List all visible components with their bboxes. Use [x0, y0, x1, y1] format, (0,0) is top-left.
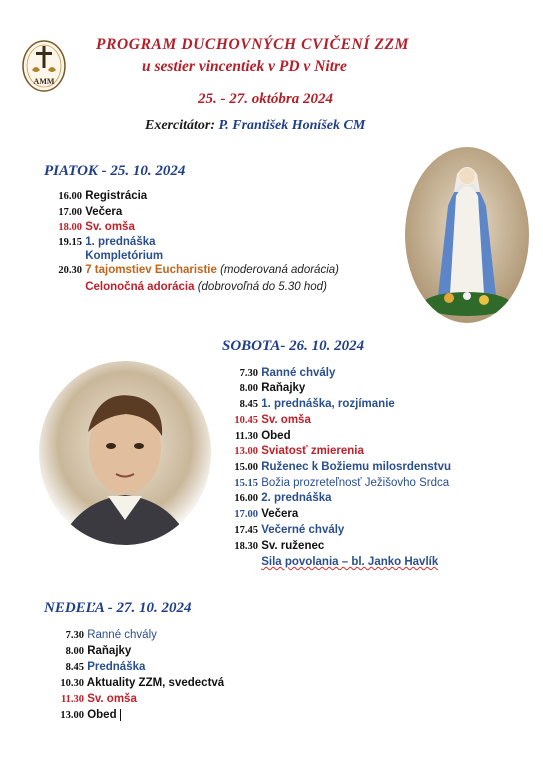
program-title: PROGRAM DUCHOVNÝCH CVIČENÍ ZZM: [96, 36, 409, 53]
time: 13.00: [60, 710, 84, 722]
program-subtitle: u sestier vincentiek v PD v Nitre: [142, 58, 347, 75]
label: Obed: [87, 709, 117, 722]
program-dates: 25. - 27. októbra 2024: [198, 91, 333, 107]
time: 7.30: [65, 630, 84, 641]
time: 7.30: [239, 368, 258, 379]
saturday-item: [218, 414, 311, 426]
time: 11.30: [60, 694, 84, 705]
label: Obed: [261, 430, 291, 442]
janko-havlik-portrait: [38, 360, 212, 546]
time: 10.45: [234, 415, 258, 426]
label: Sv. omša: [261, 414, 311, 426]
friday-item: [40, 190, 147, 202]
label: Sv. ruženec: [261, 540, 325, 552]
label: 2. prednáška: [261, 492, 332, 504]
label: Sv. omša: [87, 693, 137, 705]
time: 10.30: [60, 678, 84, 689]
sunday-item: [44, 645, 131, 657]
time: 13.00: [234, 446, 258, 457]
saturday-item: [218, 477, 449, 489]
sunday-item: [44, 709, 121, 721]
time: 16.00: [58, 191, 82, 202]
sunday-item: [44, 677, 224, 689]
amm-logo: [22, 40, 66, 92]
label: Kompletórium: [85, 250, 164, 262]
label: Ruženec k Božiemu milosrdenstvu: [261, 461, 451, 473]
time: 17.00: [234, 509, 258, 520]
label: Sila povolania – bl. Janko Havlík: [261, 556, 439, 568]
label: Registrácia: [85, 190, 148, 202]
saturday-item: [218, 461, 451, 473]
text-cursor: [120, 709, 121, 721]
exercitator-line: [145, 118, 365, 134]
time: 15.00: [234, 462, 258, 473]
virgin-mary-image: [404, 146, 530, 324]
label: Večera: [261, 508, 299, 520]
time: 16.00: [234, 493, 258, 504]
label: Aktuality ZZM, svedectvá: [86, 677, 225, 689]
label: Ranné chvály: [87, 629, 157, 641]
note: (moderovaná adorácia): [220, 264, 339, 276]
saturday-item: [218, 367, 335, 379]
saturday-item: [218, 398, 395, 410]
sunday-item: [44, 693, 137, 705]
time: 8.00: [239, 383, 258, 394]
label: Večera: [85, 206, 123, 218]
label: Večerné chvály: [261, 524, 345, 536]
label: Božia prozreteľnosť Ježišovho Srdca: [261, 477, 450, 489]
friday-item: [40, 221, 135, 233]
friday-heading: PIATOK - 25. 10. 2024: [44, 163, 186, 179]
time: 8.45: [65, 662, 84, 673]
saturday-item: [218, 508, 298, 520]
time: 18.30: [234, 541, 258, 552]
saturday-item: [218, 524, 344, 536]
sunday-item: [44, 629, 157, 641]
saturday-item: [218, 540, 324, 552]
exercitator-name: P. František Honíšek CM: [218, 118, 366, 133]
exercitator-label: Exercitátor:: [145, 118, 215, 133]
time: 8.00: [65, 646, 84, 657]
sunday-item: [44, 661, 145, 673]
time: 11.30: [234, 431, 258, 442]
time: 19.15: [58, 237, 82, 248]
saturday-heading: SOBOTA- 26. 10. 2024: [222, 338, 365, 354]
saturday-item: [218, 492, 332, 504]
label: Celonočná adorácia: [85, 281, 195, 293]
label: Raňajky: [87, 645, 132, 657]
saturday-item: [218, 382, 305, 394]
time: 17.45: [234, 525, 258, 536]
label: Sv. omša: [85, 221, 135, 233]
label: 1. prednáška: [85, 236, 156, 248]
time: 20.30: [58, 265, 82, 276]
note: (dobrovoľná do 5.30 hod): [197, 281, 327, 293]
label: Sviatosť zmierenia: [261, 445, 364, 457]
time: 17.00: [58, 207, 82, 218]
label: 7 tajomstiev Eucharistie: [85, 264, 217, 276]
sunday-heading: NEDEĽA - 27. 10. 2024: [44, 600, 192, 616]
friday-item: [40, 236, 156, 248]
friday-item: [40, 250, 163, 262]
time: 8.45: [239, 399, 258, 410]
friday-item: [40, 206, 122, 218]
label: Prednáška: [87, 661, 146, 673]
saturday-item: [218, 430, 291, 442]
saturday-item: [218, 556, 438, 568]
label: 1. prednáška, rozjímanie: [261, 398, 395, 410]
saturday-item: [218, 445, 364, 457]
svg-text:AMM: AMM: [33, 77, 55, 86]
label: Raňajky: [261, 382, 306, 394]
friday-item: [40, 281, 327, 293]
time: 15.15: [234, 478, 258, 489]
friday-item: [40, 264, 339, 276]
label: Ranné chvály: [261, 367, 336, 379]
time: 18.00: [58, 222, 82, 233]
